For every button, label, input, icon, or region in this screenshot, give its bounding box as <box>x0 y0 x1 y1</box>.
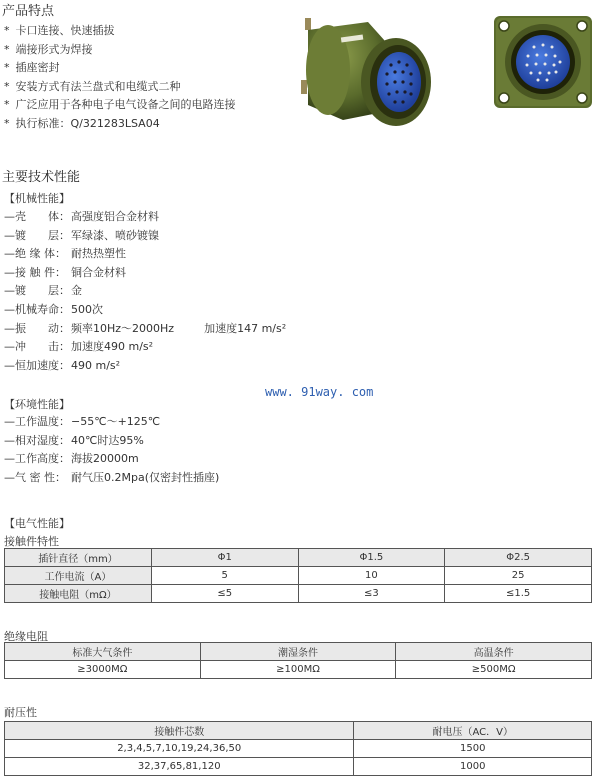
spec-value: 耐热热塑性 <box>71 247 126 261</box>
feature-item <box>4 59 236 78</box>
feature-item <box>4 41 236 60</box>
spec-label: —壳 体： <box>4 210 70 223</box>
table-cell: 10 <box>298 567 445 585</box>
spec-value: 军绿漆、喷砂镀镍 <box>71 228 159 242</box>
feature-text: 插座密封 <box>15 61 60 74</box>
electrical-heading: 【电气性能】 <box>4 517 70 530</box>
table-cell: ≤5 <box>151 585 298 603</box>
insulation-resistance-table <box>4 642 592 679</box>
cable-connector-image <box>283 10 433 135</box>
mechanical-spec-list <box>4 208 286 375</box>
spec-row <box>4 282 286 301</box>
table-cell: ≤1.5 <box>445 585 592 603</box>
feature-list <box>4 22 236 133</box>
feature-text: 执行标准：Q/321283LSA04 <box>15 116 160 130</box>
spec-row <box>4 245 286 264</box>
spec-label: —相对湿度： <box>4 433 70 447</box>
spec-row <box>4 320 286 339</box>
spec-label: —镀 层： <box>4 284 70 298</box>
spec-label: —冲 击： <box>4 340 70 354</box>
contact-properties-table <box>4 548 592 603</box>
feature-item <box>4 78 236 97</box>
spec-value: 海拔20000m <box>71 452 139 466</box>
features-title: 产品特点 <box>2 4 55 19</box>
voltage-withstand-table <box>4 721 592 776</box>
voltage-withstand-title: 耐压性 <box>4 706 37 719</box>
table-header-cell: Φ2.5 <box>445 549 592 567</box>
table-header-cell: 接触件芯数 <box>5 722 354 740</box>
feature-item <box>4 22 236 41</box>
bullet-icon: * <box>4 24 10 37</box>
table-header-row <box>5 722 592 740</box>
table-cell: 5 <box>151 567 298 585</box>
spec-row <box>4 450 219 469</box>
spec-value: 加速度490 m/s² <box>71 340 154 354</box>
table-cell: 25 <box>445 567 592 585</box>
feature-text: 广泛应用于各种电子电气设备之间的电路连接 <box>15 98 236 111</box>
table-row-label: 接触电阻（mΩ） <box>5 585 152 603</box>
table-cell: 32,37,65,81,120 <box>5 758 354 776</box>
table-header-cell: 耐电压（AC．V） <box>354 722 592 740</box>
table-header-cell: 标准大气条件 <box>5 643 201 661</box>
spec-row <box>4 301 286 320</box>
flange-receptacle-image <box>490 12 596 112</box>
bullet-icon: * <box>4 42 10 56</box>
spec-label: —气 密 性： <box>4 470 66 484</box>
table-row <box>5 740 592 758</box>
spec-value: 频率10Hz～2000Hz <box>71 321 175 335</box>
table-header-cell: 高温条件 <box>396 643 592 661</box>
bullet-icon: * <box>4 79 10 93</box>
feature-item <box>4 115 236 134</box>
table-header-cell: 插针直径（mm） <box>5 549 152 567</box>
table-header-row <box>5 643 592 661</box>
feature-text: 安装方式有法兰盘式和电缆式二种 <box>15 79 181 93</box>
spec-label: —振 动： <box>4 321 70 335</box>
spec-value: −55℃～+125℃ <box>71 415 161 428</box>
table-header-cell: Φ1 <box>151 549 298 567</box>
table-row <box>5 661 592 679</box>
spec-label: —恒加速度： <box>4 358 70 372</box>
spec-extra: 加速度147 m/s² <box>204 321 287 335</box>
spec-value: 500次 <box>71 302 103 316</box>
table-cell: ≤3 <box>298 585 445 603</box>
table-cell: ≥3000MΩ <box>5 661 201 679</box>
spec-row <box>4 432 219 451</box>
bullet-icon: * <box>4 116 10 130</box>
spec-label: —绝 缘 体： <box>4 247 66 261</box>
spec-value: 490 m/s² <box>71 358 121 372</box>
table-cell: 1500 <box>354 740 592 758</box>
table-row <box>5 585 592 603</box>
environmental-heading: 【环境性能】 <box>4 398 70 411</box>
spec-label: —机械寿命： <box>4 302 70 316</box>
specs-title: 主要技术性能 <box>2 170 81 185</box>
insulation-resistance-title: 绝缘电阻 <box>4 630 48 643</box>
feature-item <box>4 96 236 115</box>
spec-row <box>4 208 286 227</box>
bullet-icon: * <box>4 61 10 74</box>
spec-value: 高强度铝合金材料 <box>71 210 159 223</box>
contact-properties-title: 接触件特性 <box>4 535 59 548</box>
mechanical-heading: 【机械性能】 <box>4 192 70 205</box>
table-row-label: 工作电流（A） <box>5 567 152 585</box>
table-header-cell: 潮湿条件 <box>200 643 396 661</box>
table-header-row <box>5 549 592 567</box>
spec-value: 40℃时达95% <box>71 433 144 447</box>
table-cell: 2,3,4,5,7,10,19,24,36,50 <box>5 740 354 758</box>
spec-row <box>4 413 219 432</box>
spec-row <box>4 338 286 357</box>
feature-text: 端接形式为焊接 <box>15 42 93 56</box>
spec-value: 耐气压0.2Mpa(仅密封性插座) <box>71 470 220 484</box>
bullet-icon: * <box>4 98 10 111</box>
table-cell: 1000 <box>354 758 592 776</box>
spec-label: —接 触 件： <box>4 265 66 279</box>
feature-text: 卡口连接、快速插拔 <box>15 24 115 37</box>
spec-label: —工作温度： <box>4 415 70 428</box>
table-row <box>5 567 592 585</box>
environmental-spec-list <box>4 413 219 487</box>
spec-row <box>4 357 286 376</box>
spec-value: 金 <box>71 284 82 298</box>
watermark: www. 91way. com <box>265 385 374 399</box>
spec-value: 铜合金材料 <box>71 265 126 279</box>
spec-label: —工作高度： <box>4 452 70 466</box>
spec-row <box>4 469 219 488</box>
spec-row <box>4 227 286 246</box>
table-row <box>5 758 592 776</box>
spec-row <box>4 264 286 283</box>
table-cell: ≥100MΩ <box>200 661 396 679</box>
table-cell: ≥500MΩ <box>396 661 592 679</box>
table-header-cell: Φ1.5 <box>298 549 445 567</box>
spec-label: —镀 层： <box>4 228 70 242</box>
